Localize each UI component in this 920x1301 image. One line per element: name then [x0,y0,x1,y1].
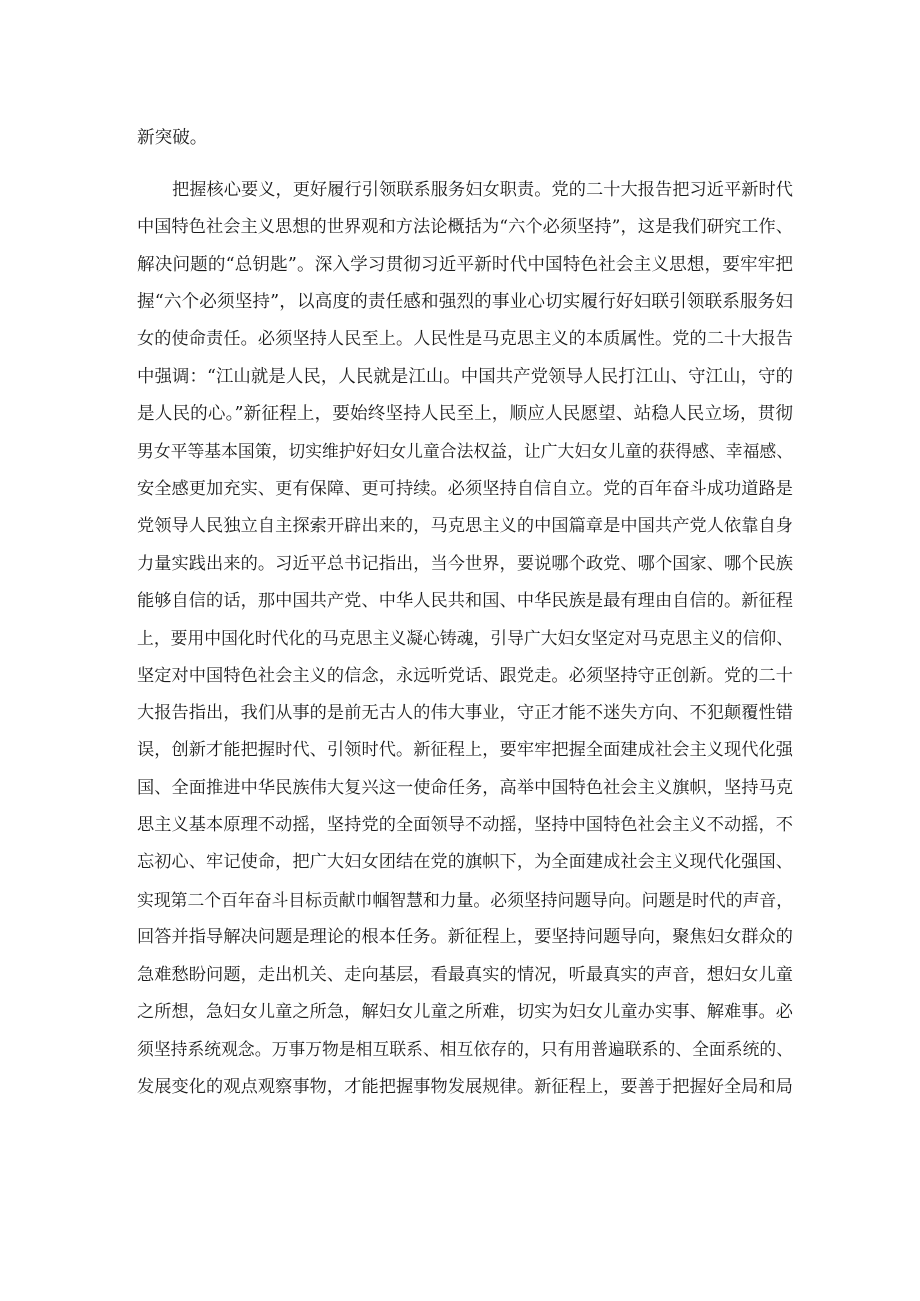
paragraph-line: 能够自信的话，那中国共产党、中华人民共和国、中华民族是最有理由自信的。新征程 [137,591,793,611]
paragraph-line: 忘初心、牢记使命，把广大妇女团结在党的旗帜下，为全面建成社会主义现代化强国、 [137,852,793,872]
paragraph-line: 党领导人民独立自主探索开辟出来的，马克思主义的中国篇章是中国共产党人依靠自身 [137,516,793,536]
paragraph-line: 新突破。 [137,128,208,148]
paragraph-line: 解决问题的“总钥匙”。深入学习贯彻习近平新时代中国特色社会主义思想，要牢牢把 [137,255,793,275]
paragraph-line: 中强调：“江山就是人民，人民就是江山。中国共产党领导人民打江山、守江山，守的 [137,367,793,387]
paragraph-line: 急难愁盼问题，走出机关、走向基层，看最真实的情况，听最真实的声音，想妇女儿童 [137,965,793,985]
paragraph-line: 大报告指出，我们从事的是前无古人的伟大事业，守正才能不迷失方向、不犯颠覆性错 [137,703,793,723]
paragraph-line: 安全感更加充实、更有保障、更可持续。必须坚持自信自立。党的百年奋斗成功道路是 [137,479,793,499]
paragraph-line: 上，要用中国化时代化的马克思主义凝心铸魂，引导广大妇女坚定对马克思主义的信仰、 [137,628,793,648]
paragraph-line: 实现第二个百年奋斗目标贡献巾帼智慧和力量。必须坚持问题导向。问题是时代的声音， [137,890,793,910]
paragraph-line: 须坚持系统观念。万事万物是相互联系、相互依存的，只有用普遍联系的、全面系统的、 [137,1039,793,1059]
paragraph-line: 握“六个必须坚持”，以高度的责任感和强烈的事业心切实履行好妇联引领联系服务妇 [137,292,793,312]
paragraph-line: 力量实践出来的。习近平总书记指出，当今世界，要说哪个政党、哪个国家、哪个民族 [137,554,793,574]
paragraph-line: 误，创新才能把握时代、引领时代。新征程上，要牢牢把握全面建成社会主义现代化强 [137,740,793,760]
paragraph-line: 坚定对中国特色社会主义的信念，永远听党话、跟党走。必须坚持守正创新。党的二十 [137,666,793,686]
paragraph-line: 把握核心要义，更好履行引领联系服务妇女职责。党的二十大报告把习近平新时代 [172,180,793,200]
paragraph-line: 国、全面推进中华民族伟大复兴这一使命任务，高举中国特色社会主义旗帜，坚持马克 [137,778,793,798]
paragraph-line: 回答并指导解决问题是理论的根本任务。新征程上，要坚持问题导向，聚焦妇女群众的 [137,927,793,947]
paragraph-line: 女的使命责任。必须坚持人民至上。人民性是马克思主义的本质属性。党的二十大报告 [137,329,793,349]
paragraph-line: 之所想，急妇女儿童之所急，解妇女儿童之所难，切实为妇女儿童办实事、解难事。必 [137,1002,793,1022]
paragraph-line: 中国特色社会主义思想的世界观和方法论概括为“六个必须坚持”，这是我们研究工作、 [137,217,793,237]
paragraph-line: 是人民的心。”新征程上，要始终坚持人民至上，顺应人民愿望、站稳人民立场，贯彻 [137,404,793,424]
paragraph-line: 发展变化的观点观察事物，才能把握事物发展规律。新征程上，要善于把握好全局和局 [137,1077,793,1097]
paragraph-line: 男女平等基本国策，切实维护好妇女儿童合法权益，让广大妇女儿童的获得感、幸福感、 [137,441,793,461]
paragraph-line: 思主义基本原理不动摇，坚持党的全面领导不动摇，坚持中国特色社会主义不动摇，不 [137,815,793,835]
